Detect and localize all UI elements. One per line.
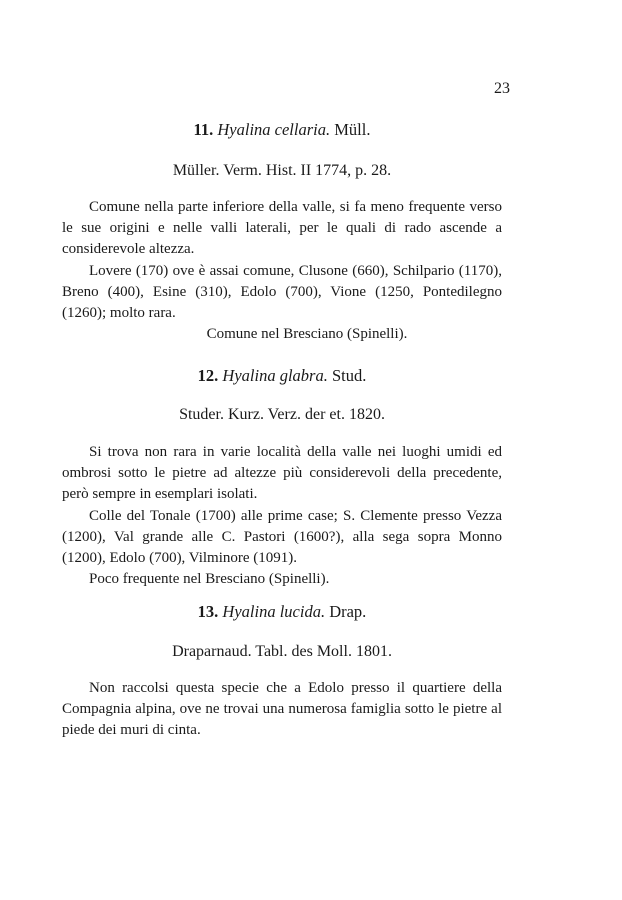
species-author: Drap.	[329, 602, 367, 621]
species-author: Müll.	[334, 120, 371, 139]
species-section-12	[62, 366, 502, 590]
species-heading	[62, 366, 502, 386]
paragraph: Non raccolsi questa specie che a Edolo presso il quartiere della Compagnia alpina, ove ne trovai una numerosa famiglia sotto le pietre al piede dei muri di cinta.	[62, 680, 502, 739]
species-heading	[62, 602, 502, 622]
species-heading	[62, 120, 502, 140]
closing-note: Comune nel Bresciano (Spinelli).	[206, 326, 408, 343]
paragraph: Comune nella parte inferiore della valle, si fa meno frequente verso le sue origini e nelle valli laterali, per le quali di rado ascende a considerevole altezza.	[62, 199, 502, 258]
species-section-13	[62, 602, 502, 742]
species-section-11	[62, 120, 502, 345]
bibliographic-reference: Müller. Verm. Hist. II 1774, p. 28.	[172, 162, 392, 179]
paragraph: Poco frequente nel Bresciano (Spinelli).	[89, 571, 330, 588]
species-name: Hyalina glabra.	[222, 366, 328, 385]
paragraph: Si trova non rara in varie località della valle nei luoghi umidi ed ombrosi sotto le pietre ad altezze più considerevoli della precedente, però sempre in esemplari isolati.	[62, 444, 502, 503]
bibliographic-reference: Draparnaud. Tabl. des Moll. 1801.	[172, 643, 392, 660]
paragraph: Lovere (170) ove è assai comune, Clusone (660), Schilpario (1170), Breno (400), Esine (310), Edolo (700), Vione (1250, Pontedilegno (1260); molto rara.	[62, 262, 502, 322]
bibliographic-reference: Studer. Kurz. Verz. der et. 1820.	[179, 406, 385, 423]
paragraph: Colle del Tonale (1700) alle prime case; S. Clemente presso Vezza (1200), Val grande alle C. Pastori (1600?), alla sega sopra Monno (1200), Edolo (700), Vilminore (1091).	[62, 507, 502, 567]
species-author: Stud.	[331, 366, 367, 385]
species-number: 12.	[197, 366, 219, 385]
species-name: Hyalina cellaria.	[217, 120, 331, 139]
species-name: Hyalina lucida.	[222, 602, 326, 621]
species-number: 11.	[193, 120, 214, 139]
page-number: 23	[494, 80, 510, 97]
species-number: 13.	[197, 602, 219, 621]
